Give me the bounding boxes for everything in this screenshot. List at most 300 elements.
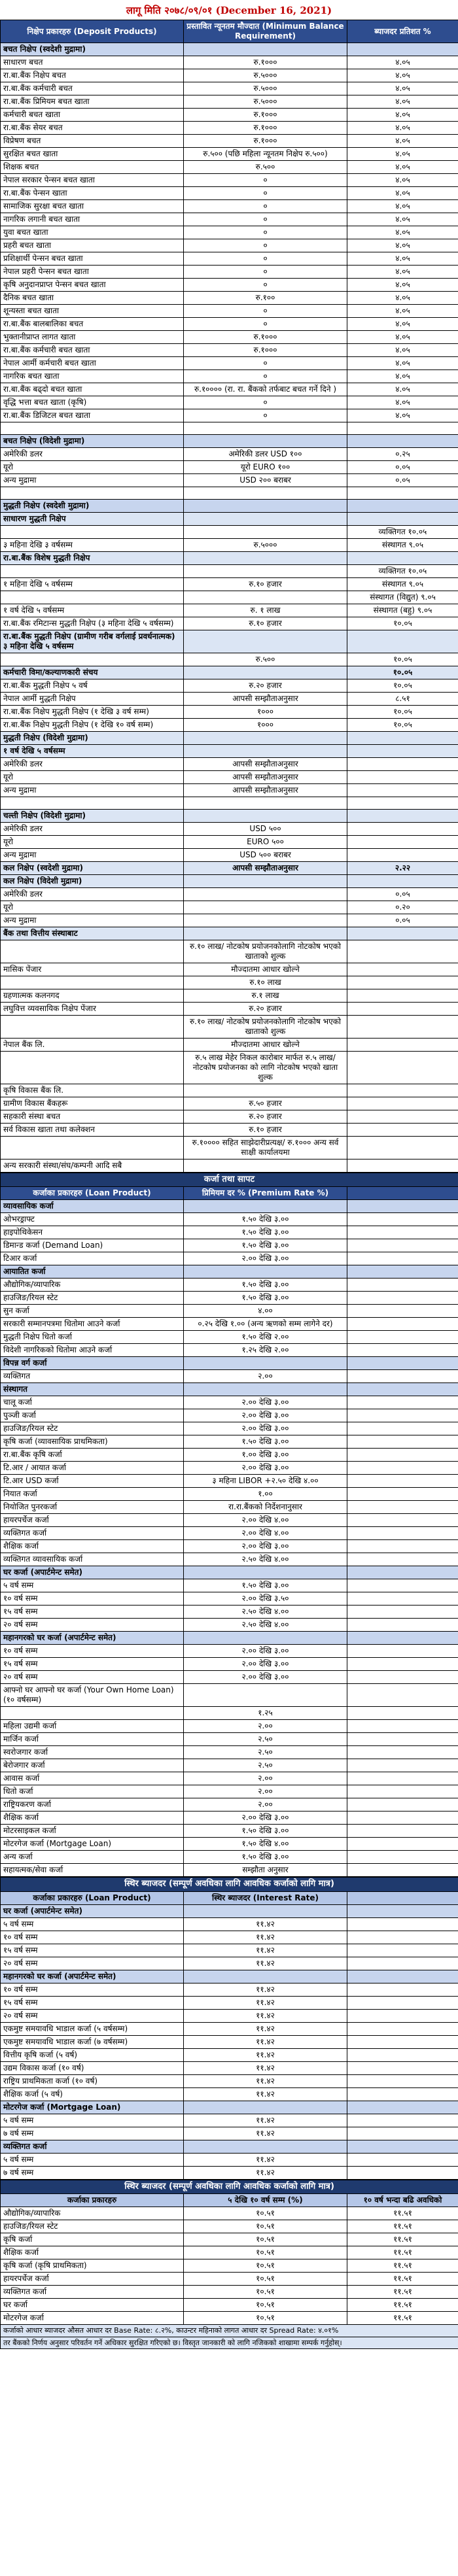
deposit-cell-col1: रा.बा.बैंक प्रिमियम बचत खाता xyxy=(1,95,184,109)
loan-row xyxy=(1,1553,458,1566)
loan-cell-col2: १.५० देखि ३.०० xyxy=(184,1226,347,1239)
deposit-row xyxy=(1,875,458,888)
deposit-cell-col3: ४.०५ xyxy=(347,266,458,279)
loan-row xyxy=(1,1864,458,1877)
deposit-row xyxy=(1,784,458,797)
deposit-row xyxy=(1,927,458,940)
loan-cell-col2: २.०० देखि ३.०० xyxy=(184,1645,347,1658)
deposit-cell-col2: ० xyxy=(184,279,347,292)
deposit-cell-col3 xyxy=(347,784,458,797)
deposit-row xyxy=(1,396,458,409)
loan-cell-col3 xyxy=(347,1733,458,1746)
loan-cell-col1: अन्य कर्जा xyxy=(1,1851,184,1864)
deposit-row xyxy=(1,148,458,161)
deposit-cell-col3: संस्थागत (बहु) ९.०५ xyxy=(347,604,458,617)
deposit-cell-col1: रा.बा.बैंक डिजिटल बचत खाता xyxy=(1,409,184,422)
fixed-cell-col3 xyxy=(347,2035,458,2048)
deposit-cell-col1: शून्यस्ता बचत खाता xyxy=(1,305,184,318)
loan-row xyxy=(1,1671,458,1684)
loan-row xyxy=(1,1772,458,1785)
loan-cell-col1: हाउजिङ/रियल स्टेट xyxy=(1,1422,184,1435)
deposit-row xyxy=(1,213,458,226)
loan-row xyxy=(1,1226,458,1239)
fixed-cell-col2: ११.४२ xyxy=(184,2035,347,2048)
fixed-row xyxy=(1,2009,458,2022)
deposit-cell-col1: कल निक्षेप (स्वदेशी मुद्रामा) xyxy=(1,862,184,875)
header-min-balance: प्रस्तावित न्यूनतम मौज्दात (Minimum Balance Requirement) xyxy=(184,20,347,43)
loan-cell-col3 xyxy=(347,1825,458,1838)
deposit-cell-col3 xyxy=(347,823,458,836)
deposit-row xyxy=(1,69,458,82)
loan-row xyxy=(1,1357,458,1370)
deposit-cell-col3: १०.०५ xyxy=(347,617,458,630)
loan-cell-col3 xyxy=(347,1213,458,1226)
note-2: तर बैंकको निर्णय अनुसार परिवर्तन गर्ने अधिकार सुरक्षित गरिएको छ। विस्तृत जानकारी को लागि नजिकको शाखामा सम्पर्क गर्नुहोस्। xyxy=(1,2337,458,2349)
loan-cell-col1: आवास कर्जा xyxy=(1,1772,184,1785)
deposit-cell-col2 xyxy=(184,43,347,56)
deposit-cell-col1: ग्रामीण विकास बैंकहरू xyxy=(1,1097,184,1110)
deposit-cell-col3: ४.०५ xyxy=(347,148,458,161)
fixed-cell-col3 xyxy=(347,2153,458,2166)
fixed-cell-col2: ११.४२ xyxy=(184,2166,347,2179)
deposit-cell-col2: ० xyxy=(184,357,347,370)
deposit-row xyxy=(1,474,458,487)
deposit-cell-col1 xyxy=(1,526,184,539)
deposit-cell-col3: ४.०५ xyxy=(347,409,458,422)
deposit-cell-col2 xyxy=(184,630,347,653)
deposit-cell-col3: ४.०५ xyxy=(347,69,458,82)
loan-cell-col2: १.५० देखि ३.०० xyxy=(184,1435,347,1449)
deposit-cell-col2: रु.१० लाख xyxy=(184,976,347,989)
header-premium-rate: प्रिमियम दर % (Premium Rate %) xyxy=(184,1187,347,1200)
deposit-row xyxy=(1,526,458,539)
fixed-row xyxy=(1,2087,458,2101)
loan-cell-col2: १.५० देखि ३.०० xyxy=(184,1279,347,1292)
deposit-cell-col1: रा.बा.बैंक कर्मचारी बचत खाता xyxy=(1,344,184,357)
deposit-cell-col1: अन्य मुद्रामा xyxy=(1,784,184,797)
deposit-row xyxy=(1,1124,458,1137)
fixed-cell-col3 xyxy=(347,2061,458,2074)
loan-row xyxy=(1,1252,458,1265)
deposit-cell-col3 xyxy=(347,732,458,745)
deposit-cell-col3 xyxy=(347,745,458,758)
deposit-row xyxy=(1,823,458,836)
deposit-cell-col3: ४.०५ xyxy=(347,396,458,409)
fixed-cell-col2: ११.४२ xyxy=(184,2061,347,2074)
deposit-cell-col1: भुक्तानीप्राप्त लागत खाता xyxy=(1,331,184,344)
deposit-row xyxy=(1,82,458,95)
loan-cell-col2: १.५० देखि ३.०० xyxy=(184,1825,347,1838)
deposit-cell-col1: अन्य मुद्रामा xyxy=(1,914,184,927)
deposit-cell-col3: संस्थागत ९.०५ xyxy=(347,578,458,591)
deposit-row xyxy=(1,370,458,383)
loan-cell-col2: १.५० देखि ४.०० xyxy=(184,1838,347,1851)
note-row-2 xyxy=(1,2337,458,2349)
deposit-cell-col1 xyxy=(1,1016,184,1039)
deposit-row xyxy=(1,630,458,653)
loan-cell-col1: महिला उद्यमी कर्जा xyxy=(1,1720,184,1733)
deposit-cell-col2: रु.५००० xyxy=(184,539,347,552)
deposit-cell-col3: ०.०५ xyxy=(347,474,458,487)
deposit-cell-col3: ४.०५ xyxy=(347,187,458,200)
fixed-cell-col1: १० वर्ष सम्म xyxy=(1,1931,184,1944)
loan-cell-col1: घर कर्जा (अपार्टमेन्ट समेत) xyxy=(1,1566,184,1579)
deposit-row xyxy=(1,109,458,122)
loan-row xyxy=(1,1733,458,1746)
loan-cell-col2: २.५० देखि ४.०० xyxy=(184,1606,347,1619)
deposit-cell-col2 xyxy=(184,797,347,810)
loan-row xyxy=(1,1318,458,1331)
variable-cell-col2: १०.५१ xyxy=(184,2207,347,2220)
deposit-cell-col1: अन्य सरकारी संस्था/संघ/कम्पनी आदि सबै xyxy=(1,1159,184,1173)
deposit-cell-col1 xyxy=(1,976,184,989)
deposit-cell-col1: कृषि अनुदानप्राप्त पेन्सन बचत खाता xyxy=(1,279,184,292)
deposit-cell-col3: ४.०५ xyxy=(347,357,458,370)
loan-cell-col2: रा.रा.बैंकको निर्देशनानुसार xyxy=(184,1501,347,1514)
deposit-cell-col2: ० xyxy=(184,200,347,213)
deposit-row xyxy=(1,849,458,862)
deposit-cell-col3 xyxy=(347,810,458,823)
loan-cell-col1: व्यक्तिगत कर्जा xyxy=(1,1527,184,1540)
deposit-cell-col2: रु.१० हजार xyxy=(184,1124,347,1137)
loan-cell-col3 xyxy=(347,1619,458,1632)
deposit-cell-col1 xyxy=(1,940,184,963)
loan-cell-col3 xyxy=(347,1226,458,1239)
loan-row xyxy=(1,1305,458,1318)
loan-cell-col2: ३ महिना LIBOR +२.५० देखि ४.०० xyxy=(184,1475,347,1488)
loan-row xyxy=(1,1265,458,1279)
deposit-cell-col2: मौज्दातमा आधार खोल्ने xyxy=(184,963,347,976)
deposit-cell-col3: १०.०५ xyxy=(347,666,458,679)
deposit-cell-col1: १ वर्ष देखि ५ वर्षसम्म xyxy=(1,745,184,758)
loan-cell-col1: संस्थागत xyxy=(1,1383,184,1396)
deposit-cell-col1: यूरो xyxy=(1,771,184,784)
deposit-cell-col3 xyxy=(347,1016,458,1039)
loan-cell-col1: रा.बा.बैंक कृषि कर्जा xyxy=(1,1449,184,1462)
variable-cell-col3: ११.५१ xyxy=(347,2233,458,2246)
deposit-cell-col3: संस्थागत (विद्युत) ९.०५ xyxy=(347,591,458,604)
loan-cell-col3 xyxy=(347,1514,458,1527)
loan-row xyxy=(1,1475,458,1488)
loan-cell-col2: १.५० देखि २.०० xyxy=(184,1331,347,1344)
loan-cell-col1: धितो कर्जा xyxy=(1,1785,184,1798)
deposit-cell-col3 xyxy=(347,849,458,862)
fixed-cell-col3 xyxy=(347,2166,458,2179)
loan-cell-col3 xyxy=(347,1579,458,1592)
deposit-row xyxy=(1,409,458,422)
deposit-cell-col2 xyxy=(184,666,347,679)
deposit-row xyxy=(1,679,458,693)
fixed-cell-col1: घर कर्जा (अपार्टमेन्ट समेत) xyxy=(1,1904,184,1917)
deposit-header-row xyxy=(1,20,458,43)
deposit-cell-col2: रु.२० हजार xyxy=(184,679,347,693)
fixed-cell-col2: ११.४२ xyxy=(184,2048,347,2061)
deposit-cell-col3 xyxy=(347,1039,458,1052)
loan-cell-col3 xyxy=(347,1501,458,1514)
effective-date: लागू मिति २०७८/०९/०१ (December 16, 2021) xyxy=(126,5,332,16)
loan-cell-col1: १५ वर्ष सम्म xyxy=(1,1658,184,1671)
deposit-cell-col2: ० xyxy=(184,239,347,252)
deposit-cell-col1: मुद्धती निक्षेप (विदेशी मुद्रामा) xyxy=(1,732,184,745)
loan-cell-col3 xyxy=(347,1645,458,1658)
fixed-cell-col1: मोटरगेज कर्जा (Mortgage Loan) xyxy=(1,2101,184,2114)
loan-cell-col1: नियात कर्जा xyxy=(1,1488,184,1501)
deposit-row xyxy=(1,292,458,305)
deposit-cell-col1: नागरिक बचत खाता xyxy=(1,370,184,383)
fixed-cell-col1: उद्यम विकास कर्जा (१० वर्ष) xyxy=(1,2061,184,2074)
loan-cell-col3 xyxy=(347,1383,458,1396)
deposit-cell-col2 xyxy=(184,875,347,888)
loan-cell-col3 xyxy=(347,1746,458,1759)
loan-row xyxy=(1,1632,458,1645)
loan-cell-col2: २.०० देखि ३.०० xyxy=(184,1252,347,1265)
loan-cell-col3 xyxy=(347,1279,458,1292)
deposit-cell-col1: रा.बा.बैंक सेयर बचत xyxy=(1,122,184,135)
loan-cell-col3 xyxy=(347,1396,458,1409)
deposit-row xyxy=(1,1052,458,1084)
loan-row xyxy=(1,1798,458,1812)
deposit-row xyxy=(1,43,458,56)
deposit-cell-col3: व्यक्तिगत १०.०५ xyxy=(347,526,458,539)
deposit-cell-col2: अमेरिकी डलर USD १०० xyxy=(184,448,347,461)
fixed-row xyxy=(1,1996,458,2009)
deposit-cell-col1 xyxy=(1,653,184,666)
loan-row xyxy=(1,1720,458,1733)
loan-row xyxy=(1,1707,458,1720)
deposit-cell-col3: ४.०५ xyxy=(347,318,458,331)
deposit-cell-col2: रु.५०० (पछि महिला न्यूनतम निक्षेप रु.५००) xyxy=(184,148,347,161)
deposit-cell-col3 xyxy=(347,1124,458,1137)
loan-cell-col3 xyxy=(347,1671,458,1684)
fixed-cell-col2: ११.४२ xyxy=(184,1983,347,1996)
loan-cell-col1: मोटरगेज कर्जा (Mortgage Loan) xyxy=(1,1838,184,1851)
deposit-cell-col2: रु.१०० xyxy=(184,292,347,305)
loan-cell-col2 xyxy=(184,1684,347,1707)
deposit-row xyxy=(1,448,458,461)
deposit-cell-col2 xyxy=(184,422,347,435)
fixed-section-title: स्थिर ब्याजदर (सम्पूर्ण अवधिका लागि आवधिक कर्जाको लागि मात्र) xyxy=(1,1878,458,1891)
loan-cell-col2: २.०० xyxy=(184,1370,347,1383)
loan-cell-col1: सुन कर्जा xyxy=(1,1305,184,1318)
variable-cell-col3: ११.५१ xyxy=(347,2207,458,2220)
loan-cell-col2: २.०० देखि ३.०० xyxy=(184,1396,347,1409)
deposit-cell-col1: १ महिना देखि ५ वर्षसम्म xyxy=(1,578,184,591)
deposit-cell-col2: १००० xyxy=(184,706,347,719)
deposit-row xyxy=(1,771,458,784)
variable-cell-col2: १०.५१ xyxy=(184,2259,347,2272)
deposit-cell-col3 xyxy=(347,797,458,810)
deposit-cell-col2: ० xyxy=(184,409,347,422)
header-variable-loan-product: कर्जाका प्रकारहरु xyxy=(1,2193,184,2207)
deposit-row xyxy=(1,565,458,578)
deposit-row xyxy=(1,56,458,69)
loan-row xyxy=(1,1527,458,1540)
fixed-cell-col3 xyxy=(347,2048,458,2061)
loan-cell-col1: मार्जिन कर्जा xyxy=(1,1733,184,1746)
loan-cell-col2 xyxy=(184,1566,347,1579)
deposit-cell-col3 xyxy=(347,435,458,448)
loan-cell-col3 xyxy=(347,1265,458,1279)
deposit-cell-col3: ४.०५ xyxy=(347,56,458,69)
loan-cell-col3 xyxy=(347,1527,458,1540)
fixed-cell-col3 xyxy=(347,2087,458,2101)
loan-cell-col1: विपन्न वर्ग कर्जा xyxy=(1,1357,184,1370)
loan-row xyxy=(1,1239,458,1252)
deposit-cell-col3 xyxy=(347,422,458,435)
fixed-cell-col3 xyxy=(347,2140,458,2153)
variable-header-row xyxy=(1,2193,458,2207)
deposit-cell-col1: नागरिक लगानी बचत खाता xyxy=(1,213,184,226)
loan-cell-col2 xyxy=(184,1200,347,1213)
deposit-cell-col1: अमेरिकी डलर xyxy=(1,448,184,461)
loan-cell-col2: १.२५ देखि २.०० xyxy=(184,1344,347,1357)
deposit-row xyxy=(1,706,458,719)
deposit-cell-col1: नेपाल बैंक लि. xyxy=(1,1039,184,1052)
loan-cell-col1: पुञ्जी कर्जा xyxy=(1,1409,184,1422)
deposit-cell-col3: ०.२५ xyxy=(347,448,458,461)
deposit-row xyxy=(1,666,458,679)
loan-cell-col1: शैक्षिक कर्जा xyxy=(1,1812,184,1825)
deposit-cell-col1: सर्व विकास खाता तथा कलेक्शन xyxy=(1,1124,184,1137)
loan-row xyxy=(1,1579,458,1592)
deposit-cell-col3 xyxy=(347,927,458,940)
deposit-cell-col3: १०.०५ xyxy=(347,706,458,719)
deposit-row xyxy=(1,487,458,500)
deposit-cell-col2: रु.१०००० सहित साझेदारीप्रत्यक्ष/ रु.१००० अन्य सर्व साक्षी कार्यालयमा xyxy=(184,1137,347,1159)
loan-row xyxy=(1,1409,458,1422)
variable-cell-col1: मोटरगेज कर्जा xyxy=(1,2311,184,2324)
loan-row xyxy=(1,1422,458,1435)
loan-cell-col1: हायरपर्चेज कर्जा xyxy=(1,1514,184,1527)
loan-cell-col2: १.०० xyxy=(184,1488,347,1501)
loan-cell-col3 xyxy=(347,1318,458,1331)
loan-cell-col2: १.५० देखि ३.०० xyxy=(184,1213,347,1226)
fixed-cell-col2: ११.४२ xyxy=(184,1957,347,1970)
fixed-cell-col2 xyxy=(184,1904,347,1917)
deposit-row xyxy=(1,719,458,732)
deposit-cell-col2: रु.५ लाख मेहेर निकल कारोबार मार्फत रु.५ लाख/ नोटकोष प्रयोजनका को लागि नोटकोष भएको खाता शुल्क xyxy=(184,1052,347,1084)
loan-cell-col3 xyxy=(347,1462,458,1475)
deposit-cell-col1: १ वर्ष देखि ५ वर्षसम्म xyxy=(1,604,184,617)
deposit-cell-col2: रु. १ लाख xyxy=(184,604,347,617)
fixed-cell-col1: २० वर्ष सम्म xyxy=(1,1957,184,1970)
loan-cell-col1: आयातित कर्जा xyxy=(1,1265,184,1279)
deposit-cell-col3 xyxy=(347,1110,458,1124)
deposit-row xyxy=(1,122,458,135)
loan-row xyxy=(1,1785,458,1798)
header-fixed-rate: स्थिर ब्याजदर (Interest Rate) xyxy=(184,1891,347,1904)
fixed-row xyxy=(1,2127,458,2140)
deposit-cell-col3: ४.०५ xyxy=(347,213,458,226)
deposit-cell-col3: ४.०५ xyxy=(347,344,458,357)
loan-cell-col1 xyxy=(1,1707,184,1720)
loan-cell-col2 xyxy=(184,1357,347,1370)
deposit-cell-col1 xyxy=(1,565,184,578)
fixed-cell-col1: ५ वर्ष सम्म xyxy=(1,1917,184,1931)
deposit-cell-col1: यूरो xyxy=(1,901,184,914)
deposit-cell-col2: आपसी सम्झौताअनुसार xyxy=(184,862,347,875)
deposit-cell-col1: बचत निक्षेप (स्वदेशी मुद्रामा) xyxy=(1,43,184,56)
deposit-cell-col1: रा.बा.बैंक विशेष मुद्धती निक्षेप xyxy=(1,552,184,565)
fixed-cell-col2: ११.४२ xyxy=(184,2114,347,2127)
loan-cell-col2: ०.२५ देखि १.०० (अन्य ऋणको सम्म लागेने दर) xyxy=(184,1318,347,1331)
deposit-cell-col2: ० xyxy=(184,266,347,279)
deposit-cell-col2: रु.५०० xyxy=(184,161,347,174)
fixed-row xyxy=(1,2022,458,2035)
loan-cell-col3 xyxy=(347,1759,458,1772)
loan-cell-col1: १० वर्ष सम्म xyxy=(1,1592,184,1606)
deposit-row xyxy=(1,279,458,292)
deposit-cell-col3: ४.०५ xyxy=(347,161,458,174)
deposit-cell-col3 xyxy=(347,940,458,963)
deposit-cell-col2: रु.१००० xyxy=(184,331,347,344)
deposit-row xyxy=(1,239,458,252)
loan-cell-col2: २.०० देखि ३.०० xyxy=(184,1462,347,1475)
loan-cell-col2: १.५० देखि ३.०० xyxy=(184,1851,347,1864)
fixed-row xyxy=(1,1917,458,1931)
deposit-row xyxy=(1,888,458,901)
deposit-cell-col3: ४.०५ xyxy=(347,239,458,252)
fixed-cell-col2: ११.४२ xyxy=(184,1944,347,1957)
loan-cell-col3 xyxy=(347,1553,458,1566)
deposit-cell-col2 xyxy=(184,810,347,823)
deposit-cell-col1: मासिक पेंजार xyxy=(1,963,184,976)
deposit-cell-col2: ० xyxy=(184,187,347,200)
fixed-row xyxy=(1,2074,458,2087)
fixed-cell-col1: राष्ट्रिय प्राथमिकता कर्जा (१० वर्ष) xyxy=(1,2074,184,2087)
fixed-cell-col3 xyxy=(347,1944,458,1957)
deposit-cell-col2: ० xyxy=(184,396,347,409)
deposit-cell-col1: विप्रेषण बचत xyxy=(1,135,184,148)
deposit-cell-col2 xyxy=(184,888,347,901)
deposit-cell-col2: ० xyxy=(184,174,347,187)
loan-cell-col2: २.०० देखि ३.०० xyxy=(184,1540,347,1553)
fixed-row xyxy=(1,1957,458,1970)
deposit-cell-col3 xyxy=(347,1052,458,1084)
deposit-cell-col1: कल निक्षेप (विदेशी मुद्रामा) xyxy=(1,875,184,888)
deposit-cell-col3 xyxy=(347,500,458,513)
loan-cell-col3 xyxy=(347,1632,458,1645)
fixed-cell-col3 xyxy=(347,1983,458,1996)
deposit-cell-col2 xyxy=(184,500,347,513)
loan-row xyxy=(1,1331,458,1344)
loan-cell-col2: २.०० देखि ३.०० xyxy=(184,1409,347,1422)
deposit-cell-col1 xyxy=(1,591,184,604)
fixed-header-row xyxy=(1,1891,458,1904)
deposit-row xyxy=(1,797,458,810)
fixed-rate-table xyxy=(0,1877,458,2179)
deposit-cell-col3: ४.०५ xyxy=(347,305,458,318)
deposit-cell-col2: रु.५०० xyxy=(184,653,347,666)
deposit-cell-col3: ४.०५ xyxy=(347,370,458,383)
loan-cell-col1: औद्योगिक/व्यापारिक xyxy=(1,1279,184,1292)
fixed-row xyxy=(1,2061,458,2074)
deposit-row xyxy=(1,422,458,435)
loan-cell-col2 xyxy=(184,1632,347,1645)
deposit-cell-col2 xyxy=(184,513,347,526)
deposit-cell-col1: नेपाल आर्मी मुद्धती निक्षेप xyxy=(1,693,184,706)
fixed-cell-col3 xyxy=(347,1970,458,1983)
deposit-cell-col2: रु.१००० xyxy=(184,344,347,357)
deposit-cell-col2: रु.१००० xyxy=(184,56,347,69)
deposit-cell-col3: १०.०५ xyxy=(347,679,458,693)
loan-cell-col1: टिआर कर्जा xyxy=(1,1252,184,1265)
deposit-row xyxy=(1,383,458,396)
fixed-row xyxy=(1,1983,458,1996)
fixed-cell-col2 xyxy=(184,1970,347,1983)
loan-cell-col1: चालू कर्जा xyxy=(1,1396,184,1409)
header-fixed-loan-product: कर्जाका प्रकारहरु (Loan Product) xyxy=(1,1891,184,1904)
